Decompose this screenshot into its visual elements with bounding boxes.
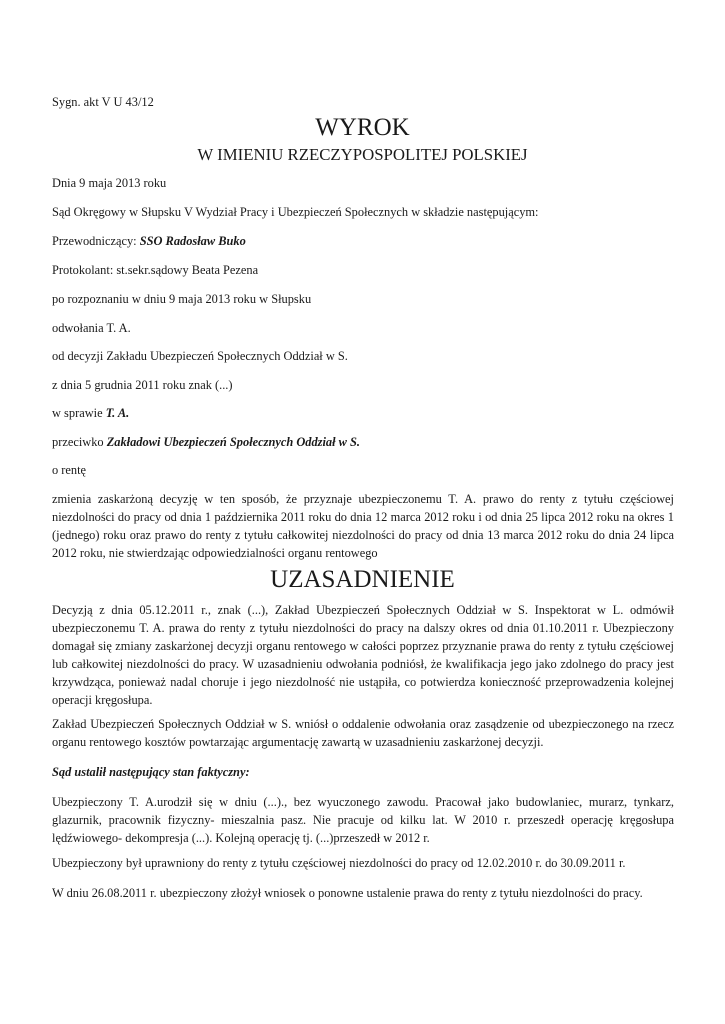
- subject-line: o rentę: [52, 463, 87, 477]
- matter-name: T. A.: [105, 406, 130, 420]
- chair-name: SSO Radosław Buko: [139, 234, 246, 248]
- judgment-subtitle: W IMIENIU RZECZYPOSPOLITEJ POLSKIEJ: [197, 145, 528, 164]
- justification-para-1: Decyzją z dnia 05.12.2011 r., znak (...), Zakład Ubezpieczeń Społecznych Oddział w S. Inspektorat w L. odmówił ubezpieczonemu T. A. prawa do renty z tytułu niezdolności do pracy na dalszy okres od dnia 01.10.2011 r. Ubezpieczony domagał się zmiany zaskarżonej decyzji organu rentowego w całości poprzez przyznanie prawa do renty z tytułu częściowej lub całkowitej niezdolności do pracy. W uzasadnieniu odwołania podniósł, że kwalifikacja jego jako zdolnego do pracy jest krzywdząca, ponieważ nadal choruje i jego niezdolność nie ustąpiła, co potwierdza konieczność przeprowadzenia kolejnej operacji kręgosłupa.: [52, 603, 674, 707]
- clerk-line: Protokolant: st.sekr.sądowy Beata Pezena: [52, 263, 259, 277]
- date-line: Dnia 9 maja 2013 roku: [52, 176, 167, 190]
- case-number: Sygn. akt V U 43/12: [52, 95, 154, 109]
- chair-label: Przewodniczący:: [52, 234, 140, 248]
- appeal-line: odwołania T. A.: [52, 321, 131, 335]
- matter-label: w sprawie: [52, 406, 106, 420]
- against-line: [52, 433, 674, 451]
- against-name: Zakładowi Ubezpieczeń Społecznych Oddział w S.: [106, 435, 361, 449]
- chair-line: [52, 232, 674, 250]
- hearing-line: po rozpoznaniu w dniu 9 maja 2013 roku w Słupsku: [52, 292, 312, 306]
- justification-title: UZASADNIENIE: [270, 566, 455, 593]
- decision-line: od decyzji Zakładu Ubezpieczeń Społecznych Oddział w S.: [52, 349, 348, 363]
- facts-heading: Sąd ustalił następujący stan faktyczny:: [52, 765, 250, 779]
- judgment-title: WYROK: [315, 114, 410, 141]
- facts-para-2: Ubezpieczony był uprawniony do renty z tytułu częściowej niezdolności do pracy od 12.02.2010 r. do 30.09.2011 r.: [52, 856, 626, 870]
- court-line: Sąd Okręgowy w Słupsku V Wydział Pracy i Ubezpieczeń Społecznych w składzie następującym:: [52, 205, 539, 219]
- ruling-text: zmienia zaskarżoną decyzję w ten sposób, że przyznaje ubezpieczonemu T. A. prawo do renty z tytułu częściowej niezdolności do pracy od dnia 1 października 2011 roku do dnia 12 marca 2012 roku i od dnia 25 lipca 2012 roku na okres 1 (jednego) roku oraz prawo do renty z tytułu całkowitej niezdolności do pracy od dnia 13 marca 2012 roku do dnia 24 lipca 2012 roku, nie stwierdzając odpowiedzialności organu rentowego: [52, 492, 674, 560]
- facts-para-3: W dniu 26.08.2011 r. ubezpieczony złożył wniosek o ponowne ustalenie prawa do renty z tytułu niezdolności do pracy.: [52, 886, 643, 900]
- decision-date-line: z dnia 5 grudnia 2011 roku znak (...): [52, 378, 233, 392]
- matter-line: [52, 404, 674, 422]
- against-label: przeciwko: [52, 435, 107, 449]
- justification-para-2: Zakład Ubezpieczeń Społecznych Oddział w S. wniósł o oddalenie odwołania oraz zasądzenie od ubezpieczonego na rzecz organu rentowego kosztów powtarzając argumentację zawartą w uzasadnieniu zaskarżonej decyzji.: [52, 717, 674, 749]
- facts-para-1: Ubezpieczony T. A.urodził się w dniu (...)., bez wyuczonego zawodu. Pracował jako budowlaniec, murarz, tynkarz, glazurnik, pracownik fizyczny- mieszalnia pasz. Nie pracuje od kilku lat. W 2010 r. przeszedł operację kręgosłupa lędźwiowego- dekompresja (...). Kolejną operację tj. (...)przeszedł w 2012 r.: [52, 795, 674, 845]
